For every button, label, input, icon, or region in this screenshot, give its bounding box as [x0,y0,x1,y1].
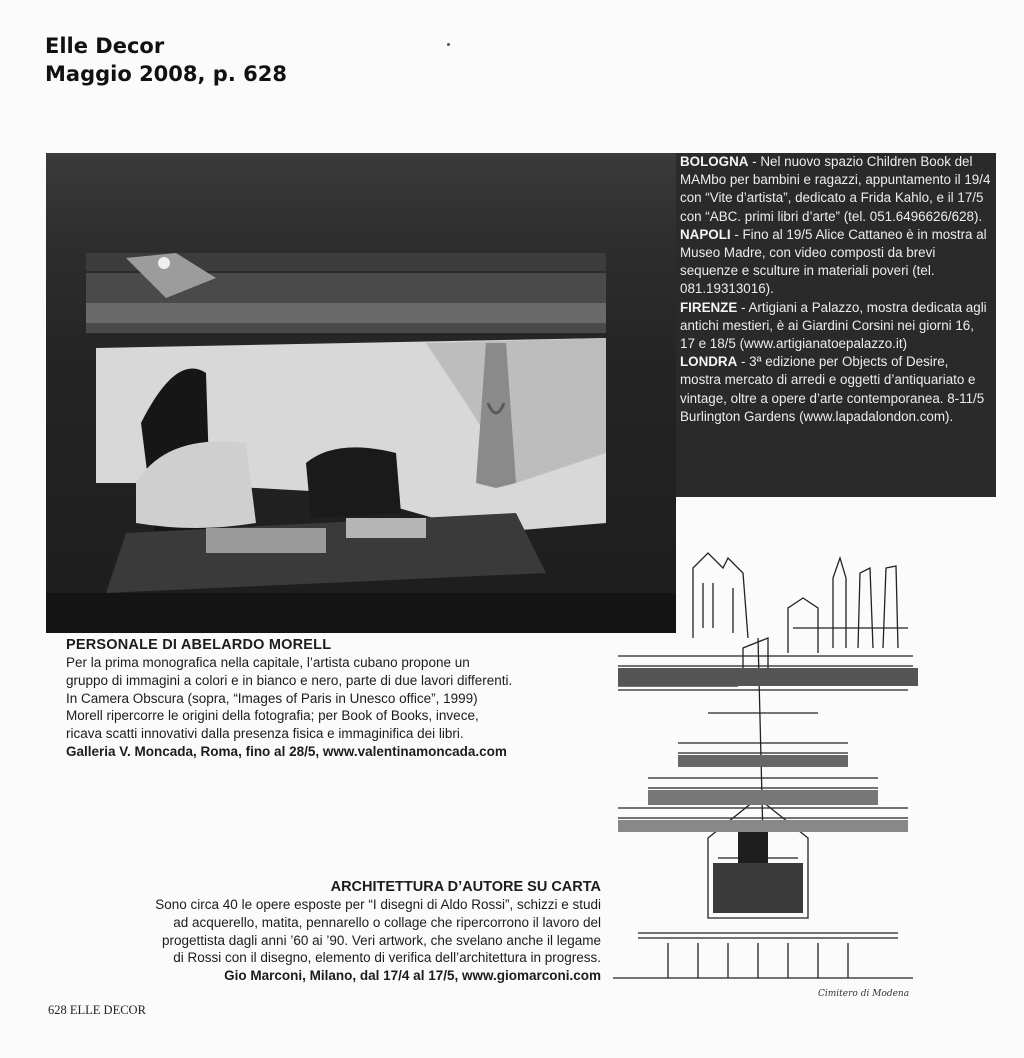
listing-napoli [680,226,992,299]
body-line: Morell ripercorre le origini della fotografia; per Book of Books, invece, [66,708,479,724]
listing-city: BOLOGNA [680,154,749,169]
article-body [66,654,626,743]
listing-city: LONDRA [680,354,738,370]
article-credit: Galleria V. Moncada, Roma, fino al 28/5, www.valentinamoncada.com [66,743,507,759]
body-line: gruppo di immagini a colori e in bianco e nero, parte di due lavori differenti. [66,672,513,688]
aldo-rossi-sketch [608,538,920,1008]
listing-firenze [680,299,992,354]
listing-text: - Fino al 19/5 Alice Cattaneo è in mostra al Museo Madre, con video composti da brevi sequenze e sculture in materiali poveri (tel. 081.19313016). [680,226,987,297]
article-credit: Gio Marconi, Milano, dal 17/4 al 17/5, www.giomarconi.com [224,968,601,984]
page-footer: 628 ELLE DECOR [48,1003,146,1017]
camera-obscura-photo [46,153,676,633]
issue-reference: Maggio 2008, p. 628 [45,62,287,86]
scan-speck [447,43,450,46]
body-line: progettista dagli anni ’60 ai ’90. Veri artwork, che svelano anche il legame [161,932,601,948]
listing-text: - Nel nuovo spazio Children Book del MAMbo per bambini e ragazzi, appuntamento il 19/4 con “Vite d’artista”, dedicato a Frida Kahlo, e il 17/5 con “ABC. primi libri d’arte” (tel. 051.6496626/628). [680,154,991,224]
body-line: In Camera Obscura (sopra, “Images of Paris in Unesco office”, 1999) [66,690,478,706]
photo-illustration [46,153,676,633]
article-body [66,896,601,967]
sketch-caption: Cimitero di Modena [818,989,910,999]
article-morell [66,636,626,761]
listing-londra [680,353,992,426]
article-title: ARCHITETTURA D’AUTORE SU CARTA [330,879,601,895]
listing-city: FIRENZE [680,299,738,315]
article-aldo-rossi [66,878,601,985]
document-header [45,32,287,88]
event-listings [680,153,992,426]
body-line: Sono circa 40 le opere esposte per “I disegni di Aldo Rossi”, schizzi e studi [155,897,601,912]
magazine-name: Elle Decor [45,34,165,58]
article-title: PERSONALE DI ABELARDO MORELL [66,637,332,653]
listing-city: NAPOLI [680,226,731,242]
body-line: ricava scatti innovativi dalla presenza fisica e immaginifica dei libri. [66,726,464,742]
listing-text: - Artigiani a Palazzo, mostra dedicata agli antichi mestieri, è ai Giardini Corsini nei giorni 16, 17 e 18/5 (www.artigianatoepalazzo.it) [680,299,987,352]
body-line: di Rossi con il disegno, elemento di verifica dell’architettura in progress. [173,950,601,966]
listing-text: - 3ª edizione per Objects of Desire, mostra mercato di arredi e oggetti d’antiquariato e vintage, oltre a opere d’arte contemporanea. 8-11/5 Burlington Gardens (www.lapadalondon.com). [680,354,985,424]
listing-bologna [680,153,992,226]
body-line: Per la prima monografica nella capitale, l’artista cubano propone un [66,655,470,670]
body-line: ad acquerello, matita, pennarello o collage che ripercorrono il lavoro del [173,914,601,930]
